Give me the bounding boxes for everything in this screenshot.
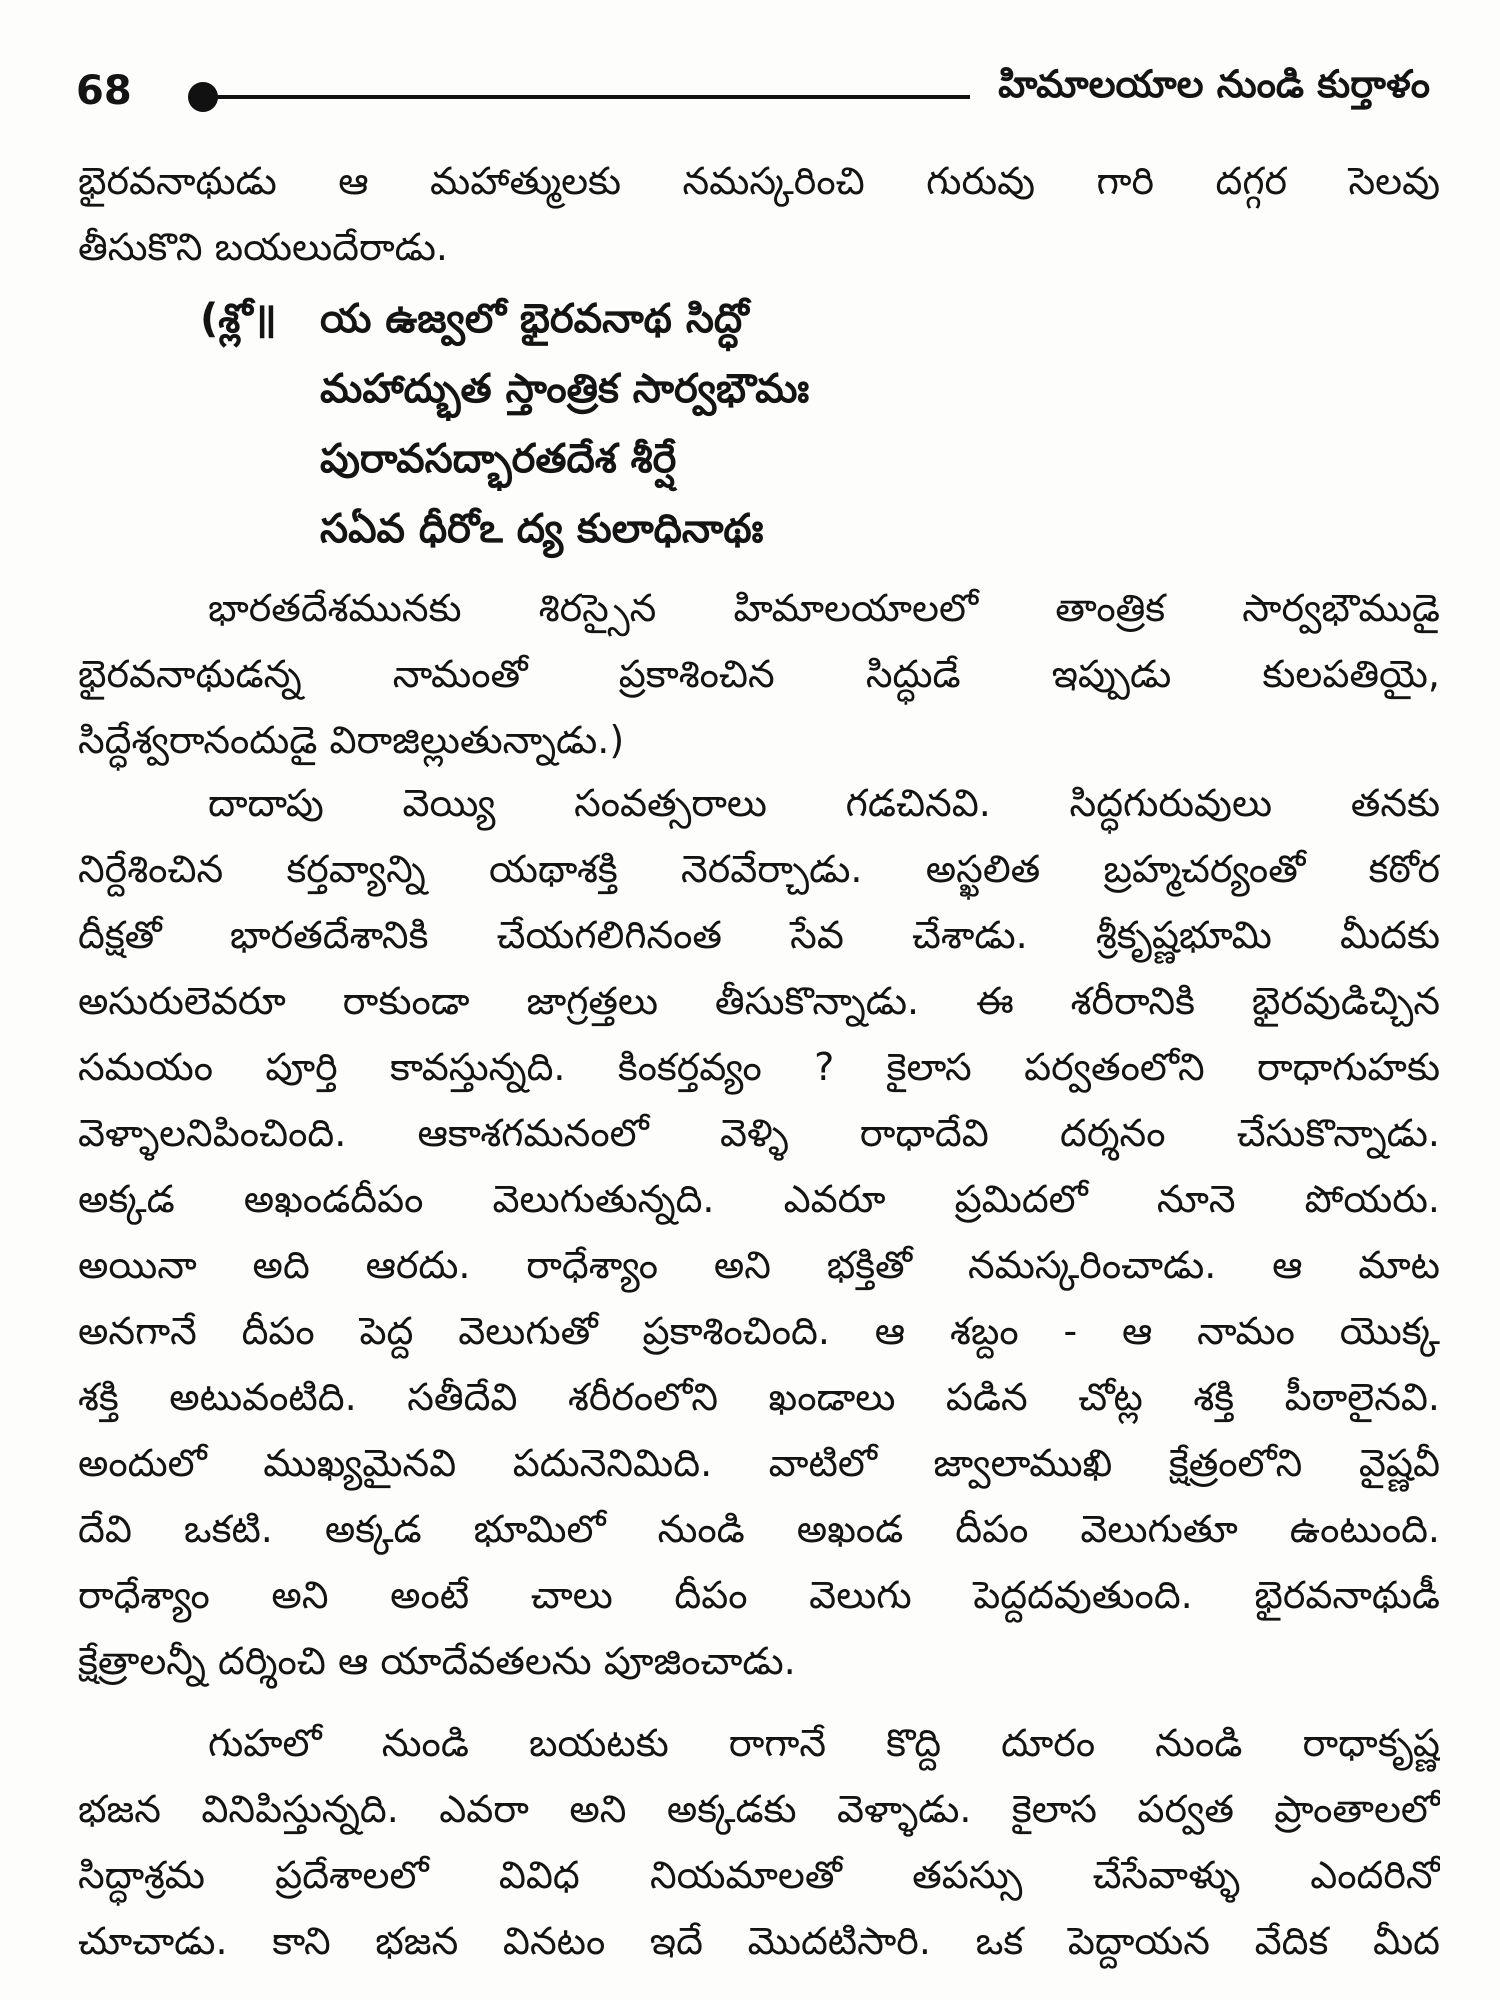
- shloka-line: [200, 284, 1400, 354]
- text-line: భజన వినిపిస్తున్నది. ఎవరా అని అక్కడకు వెళ్ళాడు. కైలాస పర్వత ప్రాంతాలలో: [78, 1787, 1440, 1831]
- paragraph-2: [78, 575, 1440, 773]
- text-line: వెళ్ళాలనిపించింది. ఆకాశగమనంలో వెళ్ళి రాధాదేవి దర్శనం చేసుకొన్నాడు.: [78, 1111, 1440, 1155]
- text-line: క్షేత్రాలన్నీ దర్శించి ఆ యాదేవతలను పూజించాడు.: [78, 1639, 796, 1683]
- text-line: భైరవనాథుడు ఆ మహాత్ములకు నమస్కరించి గురువు గారి దగ్గర సెలవు: [78, 159, 1440, 203]
- text-line: సిద్ధేశ్వరానందుడై విరాజిల్లుతున్నాడు.): [78, 718, 625, 762]
- page-header: [70, 58, 1440, 138]
- text-line: అయినా అది ఆరదు. రాధేశ్యాం అని భక్తితో నమస్కరించాడు. ఆ మాట: [78, 1243, 1440, 1287]
- text-line: సమయం పూర్తి కావస్తున్నది. కింకర్తవ్యం ? కైలాస పర్వతంలోని రాధాగుహకు: [78, 1045, 1440, 1089]
- text-line: గుహలో నుండి బయటకు రాగానే కొద్ది దూరం నుండి రాధాకృష్ణ: [208, 1721, 1440, 1765]
- header-rule-line: [210, 95, 970, 99]
- shloka-line: మహాద్భుత స్తాంత్రిక సార్వభౌమః: [320, 366, 810, 412]
- page-number: 68: [76, 68, 132, 114]
- paragraph-4: [78, 1710, 1440, 1974]
- text-line: దేవి ఒకటి. అక్కడ భూమిలో నుండి అఖండ దీపం వెలుగుతూ ఉంటుంది.: [78, 1507, 1440, 1551]
- text-line: భారతదేశమునకు శిరస్సైన హిమాలయాలలో తాంత్రిక సార్వభౌముడై: [208, 586, 1440, 630]
- text-line: అందులో ముఖ్యమైనవి పదునెనిమిది. వాటిలో జ్వాలాముఖి క్షేత్రంలోని వైష్ణవీ: [78, 1441, 1440, 1485]
- text-line: దాదాపు వెయ్యి సంవత్సరాలు గడచినవి. సిద్ధగురువులు తనకు: [208, 781, 1440, 825]
- text-line: సిద్ధాశ్రమ ప్రదేశాలలో వివిధ నియమాలతో తపస్సు చేసేవాళ్ళు ఎందరినో: [78, 1853, 1440, 1897]
- text-line: చూచాడు. కాని భజన వినటం ఇదే మొదటిసారి. ఒక పెద్దాయన వేదిక మీద: [78, 1919, 1440, 1963]
- shloka-line: సఏవ ధీరోఽ ద్య కులాధినాథః: [320, 506, 764, 552]
- paragraph-3: [78, 770, 1440, 1694]
- shloka-verse: [200, 284, 1400, 564]
- text-line: అనగానే దీపం పెద్ద వెలుగుతో ప్రకాశించింది. ఆ శబ్దం - ఆ నామం యొక్క: [78, 1309, 1440, 1353]
- text-line: రాధేశ్యాం అని అంటే చాలు దీపం వెలుగు పెద్దదవుతుంది. భైరవనాథుడీ: [78, 1573, 1440, 1617]
- text-line: దీక్షతో భారతదేశానికి చేయగలిగినంత సేవ చేశాడు. శ్రీకృష్ణభూమి మీదకు: [78, 913, 1440, 957]
- text-line: శక్తి అటువంటిది. సతీదేవి శరీరంలోని ఖండాలు పడిన చోట్ల శక్తి పీఠాలైనవి.: [78, 1375, 1440, 1419]
- text-line: భైరవనాథుడన్న నామంతో ప్రకాశించిన సిద్ధుడే ఇప్పుడు కులపతియై,: [78, 652, 1440, 696]
- shloka-marker: (శ్లో॥: [200, 296, 277, 342]
- text-line: తీసుకొని బయలుదేరాడు.: [78, 225, 448, 269]
- paragraph-1: [78, 148, 1440, 280]
- shloka-text: య ఉజ్వలో భైరవనాథ సిద్ధో: [320, 296, 749, 342]
- running-title: హిమాలయాల నుండి కుర్తాళం: [998, 62, 1430, 106]
- text-line: అసురులెవరూ రాకుండా జాగ్రత్తలు తీసుకొన్నాడు. ఈ శరీరానికి భైరవుడిచ్చిన: [78, 979, 1440, 1023]
- text-line: అక్కడ అఖండదీపం వెలుగుతున్నది. ఎవరూ ప్రమిదలో నూనె పోయరు.: [78, 1177, 1440, 1221]
- text-line: నిర్దేశించిన కర్తవ్యాన్ని యథాశక్తి నెరవేర్చాడు. అస్ఖలిత బ్రహ్మచర్యంతో కఠోర: [78, 847, 1440, 891]
- shloka-line: పురావసద్భారతదేశ శీర్షే: [320, 436, 677, 482]
